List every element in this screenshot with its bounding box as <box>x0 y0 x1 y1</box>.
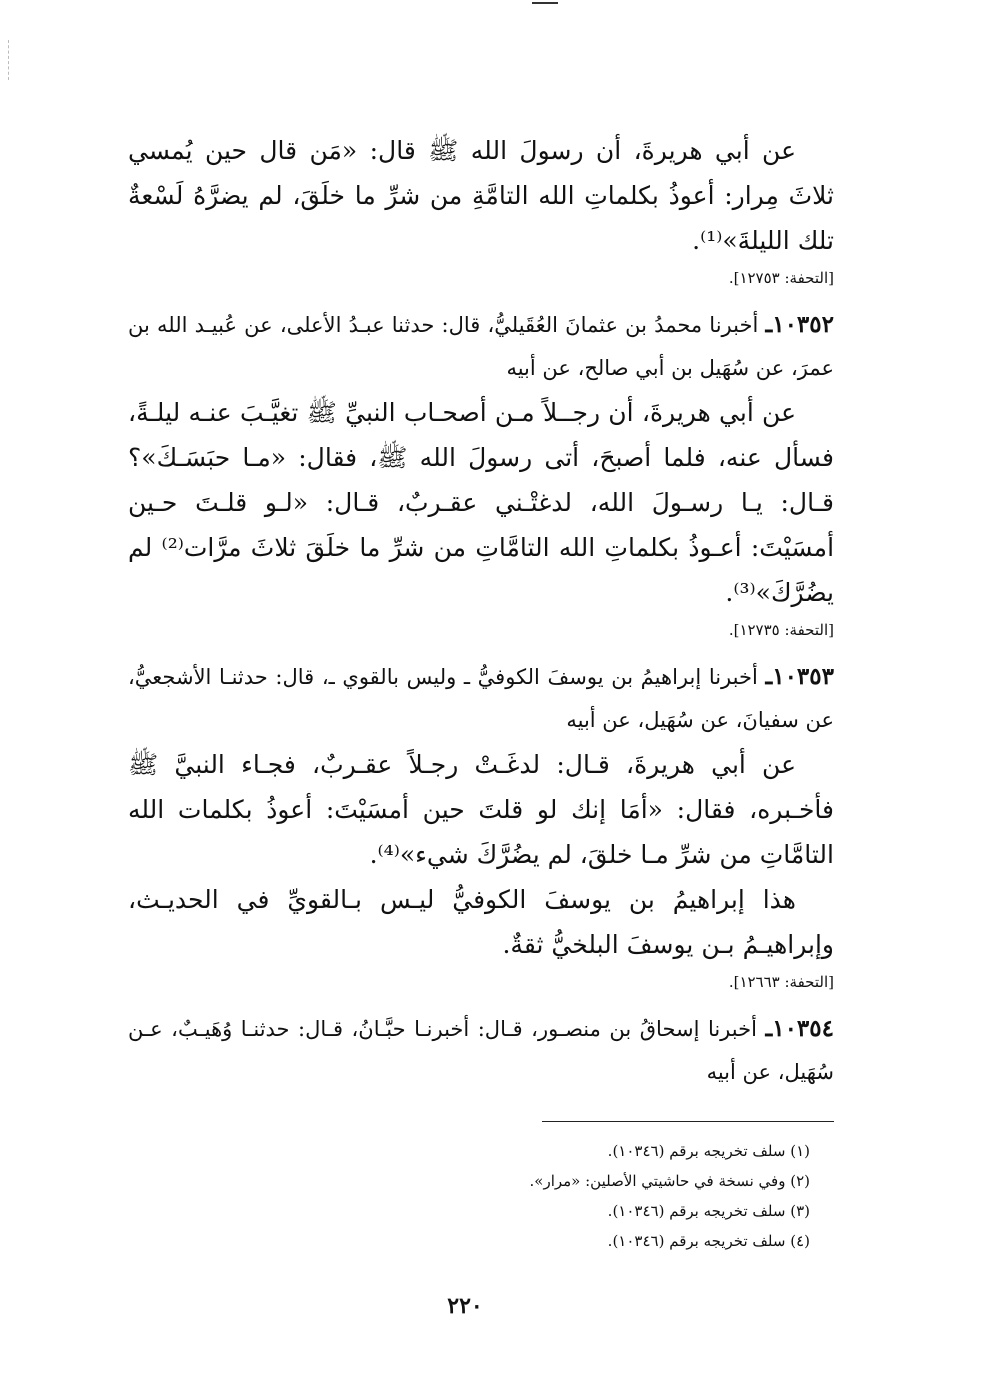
footnote-3: (٣) سلف تخريجه برقم (١٠٣٤٦). <box>607 1202 810 1220</box>
hadith-number: ١٠٣٥٣ـ <box>765 663 834 690</box>
hadith-10354-chain <box>128 1007 834 1094</box>
paragraph-3: عن أبي هريرةَ، قـال: لدغَـتْ رجـلاً عقـربٌ، فجـاء النبيَّ ﷺ فأخـبره، فقال: «أمَا إنك لو قلتَ حين أمسَيْتَ: أعوذُ بكلمات الله التامَّاتِ من شرِّ مـا خلقَ، لم يضُرَّكَ شيء»⁽⁴⁾. <box>128 750 834 869</box>
paragraph-4: هذا إبراهيمُ بن يوسفَ الكوفيُّ ليـس بـالقويِّ في الحديـث، وإبراهيـمُ بـن يوسفَ البلخيُّ ثقةٌ. <box>128 885 834 959</box>
tuhfa-ref-2: [التحفة: ١٢٧٣٥]. <box>728 621 834 639</box>
main-text <box>128 128 834 1094</box>
edge-mark <box>8 40 10 80</box>
top-mark <box>532 2 558 8</box>
footnote-separator <box>542 1121 834 1122</box>
hadith-number: ١٠٣٥٤ـ <box>765 1015 834 1042</box>
hadith-number: ١٠٣٥٢ـ <box>765 311 834 338</box>
hadith-chain-text: أخبرنا محمدُ بن عثمانَ العُقَيليُّ، قال: حدثنا عبـدُ الأعلى، عن عُبيـد الله بن عمرَ، عن سُهَيل بن أبي صالح، عن أبيه <box>128 313 834 380</box>
tuhfa-ref-1: [التحفة: ١٢٧٥٣]. <box>728 269 834 287</box>
hadith-10352-chain <box>128 303 834 390</box>
footnote-2: (٢) وفي نسخة في حاشيتي الأصلين: «مرار». <box>529 1172 810 1190</box>
tuhfa-ref-3: [التحفة: ١٢٦٦٣]. <box>728 973 834 991</box>
paragraph-1: عن أبي هريرةَ، أن رسولَ الله ﷺ قال: «مَن قال حين يُمسي ثلاثَ مِرار: أعوذُ بكلماتِ الله التامَّةِ من شرِّ ما خلَقَ، لم يضرَّهُ لَسْعةٌ تلك الليلةَ»⁽¹⁾. <box>128 136 834 255</box>
hadith-10353-chain <box>128 655 834 742</box>
page-number: ٢٢٠ <box>447 1293 483 1319</box>
hadith-chain-text: أخبرنا إسحاقُ بن منصـور، قـال: أخبرنـا حبَّـانُ، قـال: حدثنـا وُهَيـبٌ، عـن سُهَيل، عن أبيه <box>128 1017 834 1084</box>
hadith-chain-text: أخبرنا إبراهيمُ بن يوسفَ الكوفيُّ ـ وليس بالقوي ـ، قال: حدثنـا الأشجعيُّ، عن سفيانَ، عن سُهَيل، عن أبيه <box>128 665 834 732</box>
paragraph-2: عن أبي هريرةَ، أن رجــلاً مـن أصحـاب النبيِّ ﷺ تغيَّـبَ عنـه ليلـةً، فسأل عنه، فلما أصبحَ، أتى رسولَ الله ﷺ، فقال: «مـا حبَسَـكَ»؟ قـال: يـا رسـولَ الله، لدغتْـني عقـربٌ، قـال: «لـو قلـتَ حـين أمسَيْتَ: أعـوذُ بكلماتِ الله التامَّاتِ من شرِّ ما خلَقَ ثلاثَ مرَّات⁽²⁾ لم يضُرَّكَ»⁽³⁾. <box>128 398 835 607</box>
footnotes <box>440 1136 810 1256</box>
footnote-1: (١) سلف تخريجه برقم (١٠٣٤٦). <box>607 1142 810 1160</box>
footnote-4: (٤) سلف تخريجه برقم (١٠٣٤٦). <box>607 1232 810 1250</box>
